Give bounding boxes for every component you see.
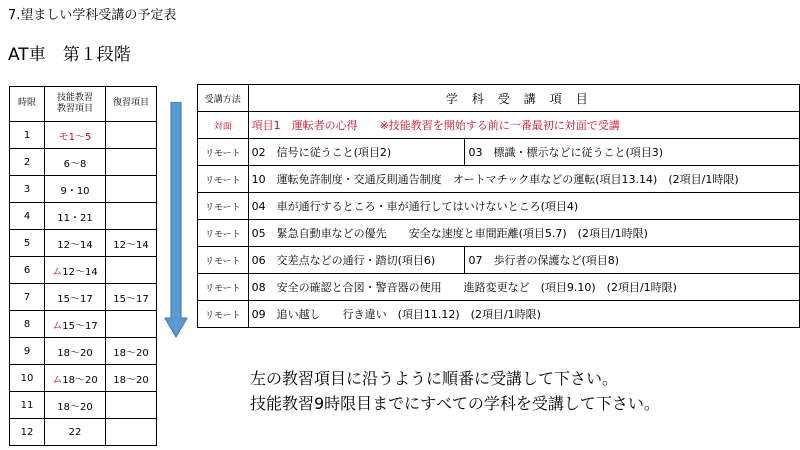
schedule-skill-value: 22 bbox=[68, 426, 82, 438]
schedule-skill bbox=[45, 230, 106, 257]
schedule-period: 10 bbox=[10, 365, 45, 392]
schedule-review bbox=[106, 392, 157, 419]
lecture-row bbox=[198, 193, 800, 220]
schedule-row bbox=[10, 230, 157, 257]
instruction-line-1: 左の教習項目に沿うように順番に受講して下さい。 bbox=[250, 369, 619, 388]
schedule-header-skill-label: 技能教習 教習項目 bbox=[56, 92, 93, 114]
schedule-mark: ム bbox=[52, 374, 63, 386]
schedule-skill-value: 6～8 bbox=[63, 158, 87, 170]
lecture-row bbox=[198, 274, 800, 301]
schedule-review bbox=[106, 203, 157, 230]
schedule-period: 9 bbox=[10, 338, 45, 365]
schedule-row bbox=[10, 122, 157, 149]
lecture-method: リモート bbox=[198, 220, 249, 247]
schedule-skill-value: 18～20 bbox=[57, 347, 93, 359]
schedule-period: 7 bbox=[10, 284, 45, 311]
schedule-skill-value: 11・21 bbox=[57, 212, 93, 224]
schedule-period: 5 bbox=[10, 230, 45, 257]
page-title: 7.望ましい学科受講の予定表 bbox=[8, 8, 177, 23]
schedule-table bbox=[9, 86, 157, 446]
schedule-row bbox=[10, 257, 157, 284]
schedule-review bbox=[106, 149, 157, 176]
schedule-mark: ム bbox=[52, 266, 63, 278]
lecture-method: リモート bbox=[198, 139, 249, 166]
schedule-period: 2 bbox=[10, 149, 45, 176]
instruction-notes bbox=[250, 366, 660, 416]
schedule-skill bbox=[45, 149, 106, 176]
down-arrow-icon bbox=[164, 102, 188, 338]
schedule-review bbox=[106, 122, 157, 149]
lecture-item: 09 追い越し 行き違い (項目11.12) (2項目/1時限) bbox=[248, 301, 799, 328]
lecture-header-method: 受講方法 bbox=[198, 85, 249, 112]
schedule-row bbox=[10, 365, 157, 392]
schedule-skill bbox=[45, 365, 106, 392]
lecture-item: 05 緊急自動車などの優先 安全な速度と車間距離(項目5.7) (2項目/1時限) bbox=[248, 220, 799, 247]
schedule-period: 3 bbox=[10, 176, 45, 203]
schedule-skill-value: 12～14 bbox=[57, 239, 93, 251]
schedule-skill bbox=[45, 284, 106, 311]
schedule-period: 12 bbox=[10, 419, 45, 446]
schedule-review bbox=[106, 257, 157, 284]
lecture-row bbox=[198, 166, 800, 193]
schedule-skill bbox=[45, 176, 106, 203]
lecture-row bbox=[198, 112, 800, 139]
lecture-method: リモート bbox=[198, 166, 249, 193]
schedule-row bbox=[10, 284, 157, 311]
schedule-skill bbox=[45, 419, 106, 446]
lecture-row bbox=[198, 220, 800, 247]
schedule-skill-value: 18～20 bbox=[62, 374, 98, 386]
instruction-line-2: 技能教習9時限目までにすべての学科を受講して下さい。 bbox=[250, 394, 660, 413]
schedule-skill bbox=[45, 392, 106, 419]
schedule-review bbox=[106, 419, 157, 446]
schedule-row bbox=[10, 392, 157, 419]
lecture-table bbox=[197, 84, 800, 328]
schedule-row bbox=[10, 149, 157, 176]
lecture-item: 10 運転免許制度・交通反則通告制度 オートマチック車などの運転(項目13.14) (2項目/1時限) bbox=[248, 166, 799, 193]
schedule-skill bbox=[45, 257, 106, 284]
page-subtitle: AT車 第１段階 bbox=[8, 45, 131, 65]
lecture-item: 02 信号に従うこと(項目2) bbox=[248, 139, 465, 166]
lecture-header-row bbox=[198, 85, 800, 112]
schedule-skill-value: 9・10 bbox=[60, 185, 90, 197]
lecture-item: 03 標識・標示などに従うこと(項目3) bbox=[465, 139, 800, 166]
schedule-mark: ム bbox=[52, 320, 63, 332]
schedule-skill-value: 1～5 bbox=[68, 131, 92, 143]
schedule-skill bbox=[45, 338, 106, 365]
schedule-skill-value: 15～17 bbox=[57, 293, 93, 305]
lecture-header-items: 学科受講項目 bbox=[248, 85, 799, 112]
lecture-method: リモート bbox=[198, 247, 249, 274]
schedule-header-row bbox=[10, 87, 157, 122]
schedule-skill-value: 18～20 bbox=[57, 401, 93, 413]
lecture-method: 対面 bbox=[198, 112, 249, 139]
lecture-row bbox=[198, 301, 800, 328]
schedule-header-period: 時限 bbox=[10, 87, 45, 122]
lecture-item: 06 交差点などの通行・踏切(項目6) bbox=[248, 247, 465, 274]
schedule-review bbox=[106, 311, 157, 338]
schedule-skill-value: 12～14 bbox=[62, 266, 98, 278]
lecture-item: 08 安全の確認と合図・警音器の使用 進路変更など (項目9.10) (2項目/1時限) bbox=[248, 274, 799, 301]
schedule-skill bbox=[45, 311, 106, 338]
schedule-period: 1 bbox=[10, 122, 45, 149]
schedule-period: 11 bbox=[10, 392, 45, 419]
lecture-row bbox=[198, 139, 800, 166]
lecture-item: 項目1 運転者の心得 ※技能教習を開始する前に一番最初に対面で受講 bbox=[248, 112, 799, 139]
schedule-period: 4 bbox=[10, 203, 45, 230]
schedule-mark: モ bbox=[58, 131, 69, 143]
schedule-period: 8 bbox=[10, 311, 45, 338]
schedule-review bbox=[106, 176, 157, 203]
schedule-header-review: 復習項目 bbox=[106, 87, 157, 122]
lecture-method: リモート bbox=[198, 301, 249, 328]
lecture-row bbox=[198, 247, 800, 274]
schedule-review: 15～17 bbox=[106, 284, 157, 311]
schedule-header-skill bbox=[45, 87, 106, 122]
schedule-skill bbox=[45, 122, 106, 149]
lecture-method: リモート bbox=[198, 274, 249, 301]
lecture-item: 04 車が通行するところ・車が通行してはいけないところ(項目4) bbox=[248, 193, 799, 220]
schedule-review: 18～20 bbox=[106, 338, 157, 365]
schedule-review: 12～14 bbox=[106, 230, 157, 257]
lecture-method: リモート bbox=[198, 193, 249, 220]
schedule-row bbox=[10, 419, 157, 446]
schedule-row bbox=[10, 311, 157, 338]
schedule-row bbox=[10, 338, 157, 365]
schedule-review: 18～20 bbox=[106, 365, 157, 392]
schedule-row bbox=[10, 176, 157, 203]
schedule-row bbox=[10, 203, 157, 230]
schedule-period: 6 bbox=[10, 257, 45, 284]
schedule-skill-value: 15～17 bbox=[62, 320, 98, 332]
lecture-item: 07 歩行者の保護など(項目8) bbox=[465, 247, 800, 274]
schedule-skill bbox=[45, 203, 106, 230]
